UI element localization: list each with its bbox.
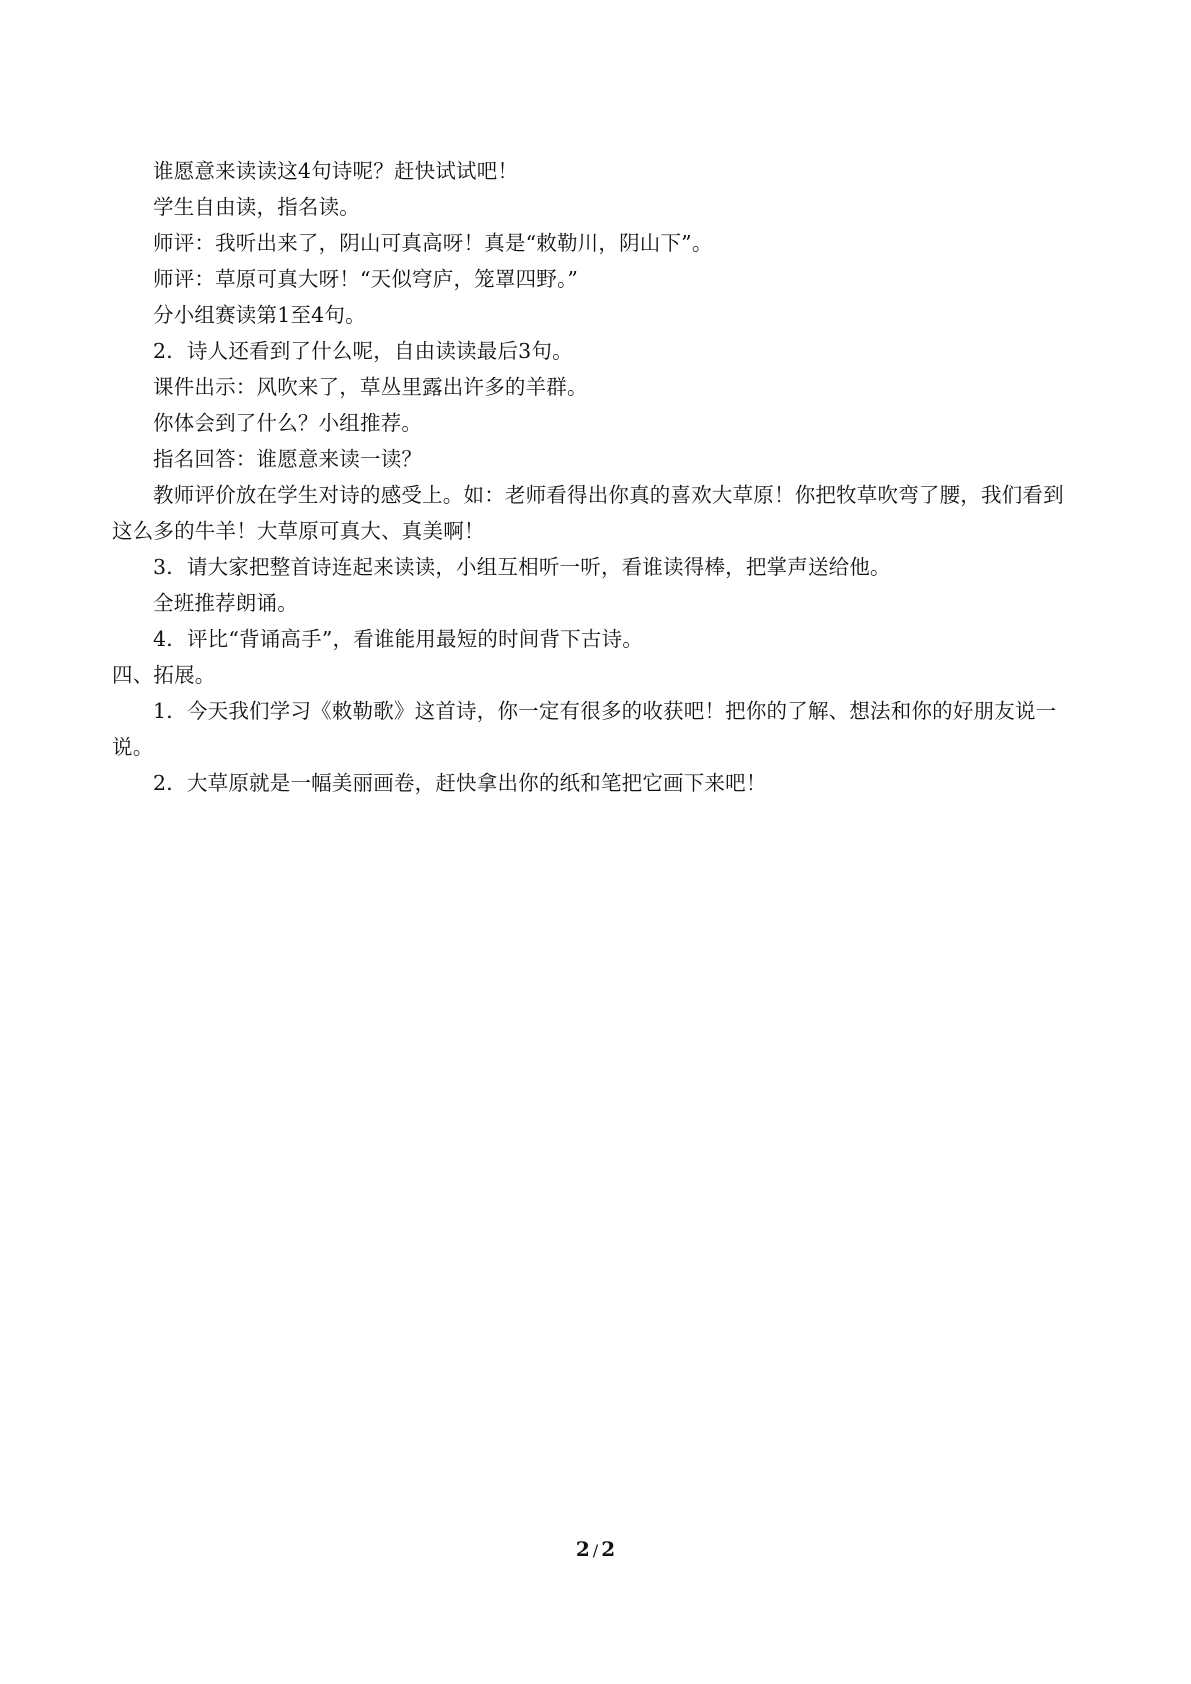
page-number	[0, 1537, 1191, 1563]
total-page-number: 2	[601, 1537, 616, 1561]
paragraph: 4．评比“背诵高手”，看谁能用最短的时间背下古诗。	[153, 627, 644, 651]
paragraph: 3．请大家把整首诗连起来读读，小组互相听一听，看谁读得棒，把掌声送给他。	[153, 555, 891, 579]
paragraph: 指名回答：谁愿意来读一读？	[153, 447, 423, 471]
paragraph: 你体会到了什么？小组推荐。	[153, 411, 423, 435]
document-body	[112, 153, 1084, 801]
paragraph: 教师评价放在学生对诗的感受上。如：老师看得出你真的喜欢大草原！你把牧草吹弯了腰，我们看到这么多的牛羊！大草原可真大、真美啊！	[112, 483, 1064, 543]
paragraph: 师评：草原可真大呀！“天似穹庐，笼罩四野。”	[153, 267, 579, 291]
page-number-separator: /	[592, 1541, 599, 1560]
paragraph: 2．大草原就是一幅美丽画卷，赶快拿出你的纸和笔把它画下来吧！	[153, 771, 767, 795]
current-page-number: 2	[575, 1537, 590, 1561]
paragraph: 学生自由读，指名读。	[153, 195, 360, 219]
paragraph: 谁愿意来读读这4句诗呢？赶快试试吧！	[153, 159, 519, 183]
paragraph: 全班推荐朗诵。	[153, 591, 298, 615]
paragraph: 1．今天我们学习《敕勒歌》这首诗，你一定有很多的收获吧！把你的了解、想法和你的好朋友说一说。	[112, 699, 1057, 759]
paragraph: 师评：我听出来了，阴山可真高呀！真是“敕勒川，阴山下”。	[153, 231, 713, 255]
section-heading: 四、拓展。	[112, 663, 216, 687]
paragraph: 分小组赛读第1至4句。	[153, 303, 366, 327]
paragraph: 2．诗人还看到了什么呢，自由读读最后3句。	[153, 339, 573, 363]
paragraph: 课件出示：风吹来了，草丛里露出许多的羊群。	[153, 375, 588, 399]
